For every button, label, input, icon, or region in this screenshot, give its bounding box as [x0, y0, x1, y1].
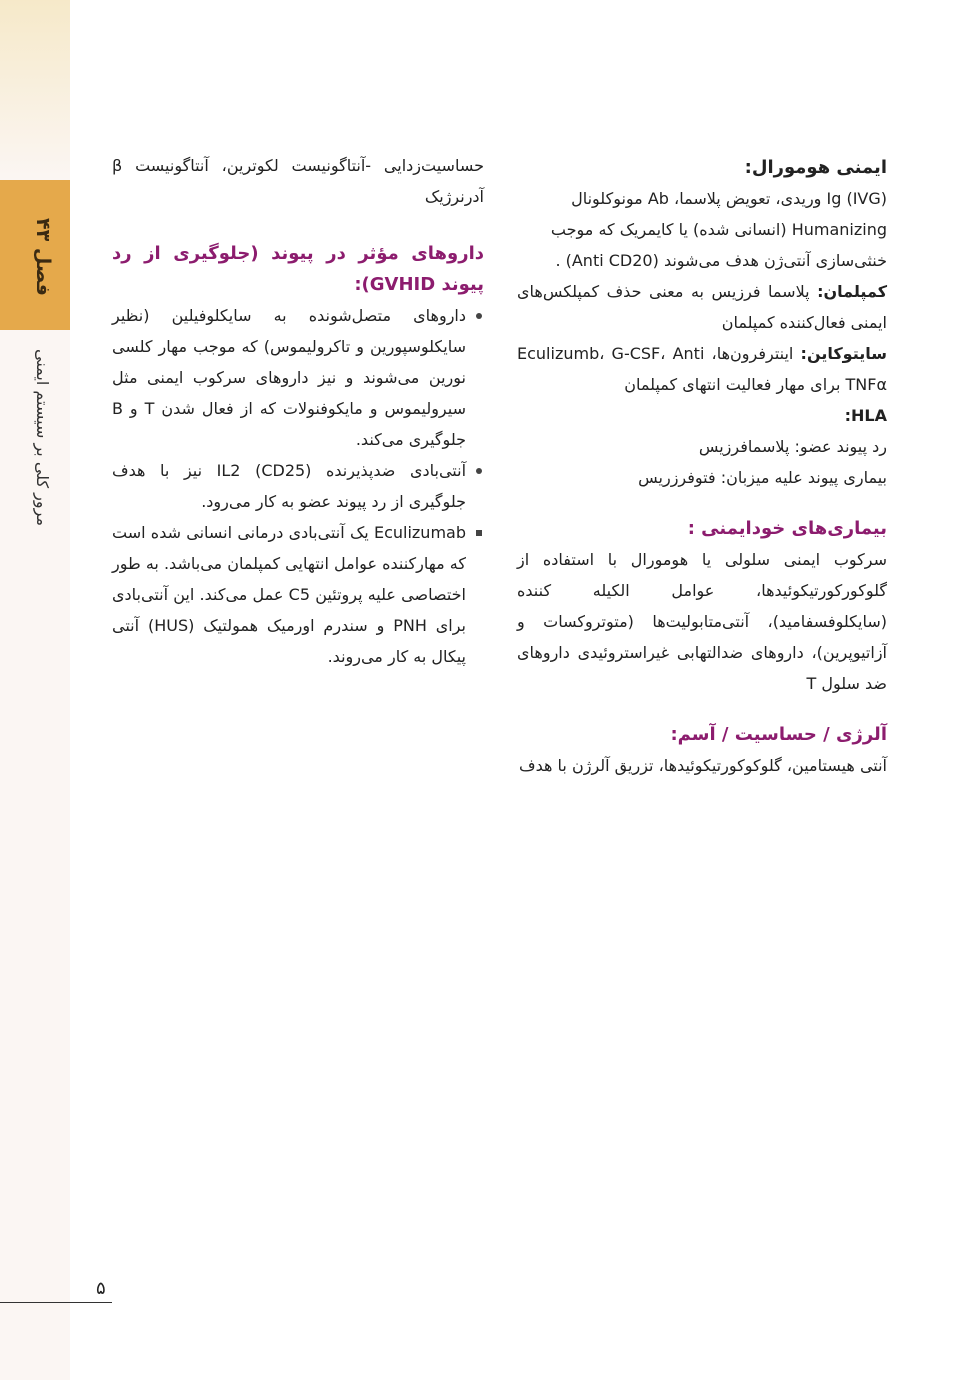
- right-column: [517, 152, 887, 781]
- allergy-heading: آلرژی / حساسیت / آسم:: [670, 724, 887, 745]
- complement-text: پلاسما فرزیس به معنی حذف کمپلکس‌های ایمنی فعال‌کننده کمپلمان: [517, 282, 887, 332]
- autoimmune-text: سرکوب ایمنی سلولی یا هومورال با استفاده از گلوکورکورتیکوئیدها، عوامل الکیله کننده (سایکلوفسفامید)، آنتی‌متابولیت‌ها (متوتروکسات و آزاتیوپرین)، داروهای ضدالتهابی غیراستروئیدی داروهای ضد سلول T: [517, 550, 887, 693]
- humoral-line-2: Humanizing (انسانی شده) یا کایمریک که موجب: [550, 220, 887, 239]
- list-item: داروهای متصل‌شونده به سایکلوفیلین (نظیر سایکلوسپورین و تاکرولیموس) که موجب مهار کلسی نورین می‌شوند و نیز داروهای سرکوب ایمنی مثل سیرولیموس و مایکوفنولات که از فعال شدن T و B جلوگیری می‌کند.: [112, 300, 484, 455]
- transplant-list: [112, 300, 484, 672]
- left-column: [112, 150, 484, 672]
- cytokine-text: اینترفرون‌ها، Eculizumb، G-CSF، Anti TNFα برای مهار فعالیت انتهای کمپلمان: [517, 344, 887, 394]
- allergy-text: آنتی هیستامین، گلوکوکورتیکوئیدها، تزریق آلرژن با هدف: [519, 756, 887, 775]
- list-item: آنتی‌بادی ضدپذیرنده IL2 (CD25) نیز با هدف جلوگیری از رد پیوند عضو به کار می‌رود.: [112, 455, 484, 517]
- humoral-line-3: خنثی‌سازی آنتی‌ژن هدف می‌شوند (Anti CD20) .: [555, 251, 887, 270]
- chapter-label: فصل ۴۳: [32, 218, 54, 296]
- intro-text: حساسیت‌زدایی -آنتاگونیست لکوترین، آنتاگونیست β آدرنرژیک: [112, 156, 484, 206]
- hla-label: HLA:: [844, 406, 887, 425]
- humoral-heading: ایمنی هومورال:: [744, 157, 887, 178]
- complement-paragraph: [517, 276, 887, 338]
- cytokine-label: سایتوکاین:: [800, 344, 887, 363]
- decorative-glow: [0, 0, 70, 180]
- hla-line-2: بیماری پیوند علیه میزبان: فتوفرزریس: [638, 468, 887, 487]
- page-number: ۵: [96, 1278, 106, 1299]
- cytokine-paragraph: [517, 338, 887, 400]
- transplant-heading: داروهای مؤثر در پیوند (جلوگیری از رد پیوند GVHID):: [112, 243, 484, 295]
- humoral-line-1: Ig (IVG) وریدی، تعویض پلاسما، Ab مونوکلونال: [571, 189, 887, 208]
- complement-label: کمپلمان:: [817, 282, 887, 301]
- list-item: Eculizumab یک آنتی‌بادی درمانی انسانی شده است که مهارکننده عوامل انتهایی کمپلمان می‌باشد. به طور اختصاصی علیه پروتئین C5 عمل می‌کند. این آنتی‌بادی برای PNH و سندرم اورمیک همولتیک (HUS) آنتی پیکال به کار می‌روند.: [112, 517, 484, 672]
- footer-rule: [0, 1302, 112, 1303]
- hla-line-1: رد پیوند عضو: پلاسمافرزیس: [698, 437, 887, 456]
- autoimmune-heading: بیماری‌های خودایمنی :: [687, 518, 887, 539]
- running-title: مرور کلی بر سیستم ایمنی: [33, 348, 52, 527]
